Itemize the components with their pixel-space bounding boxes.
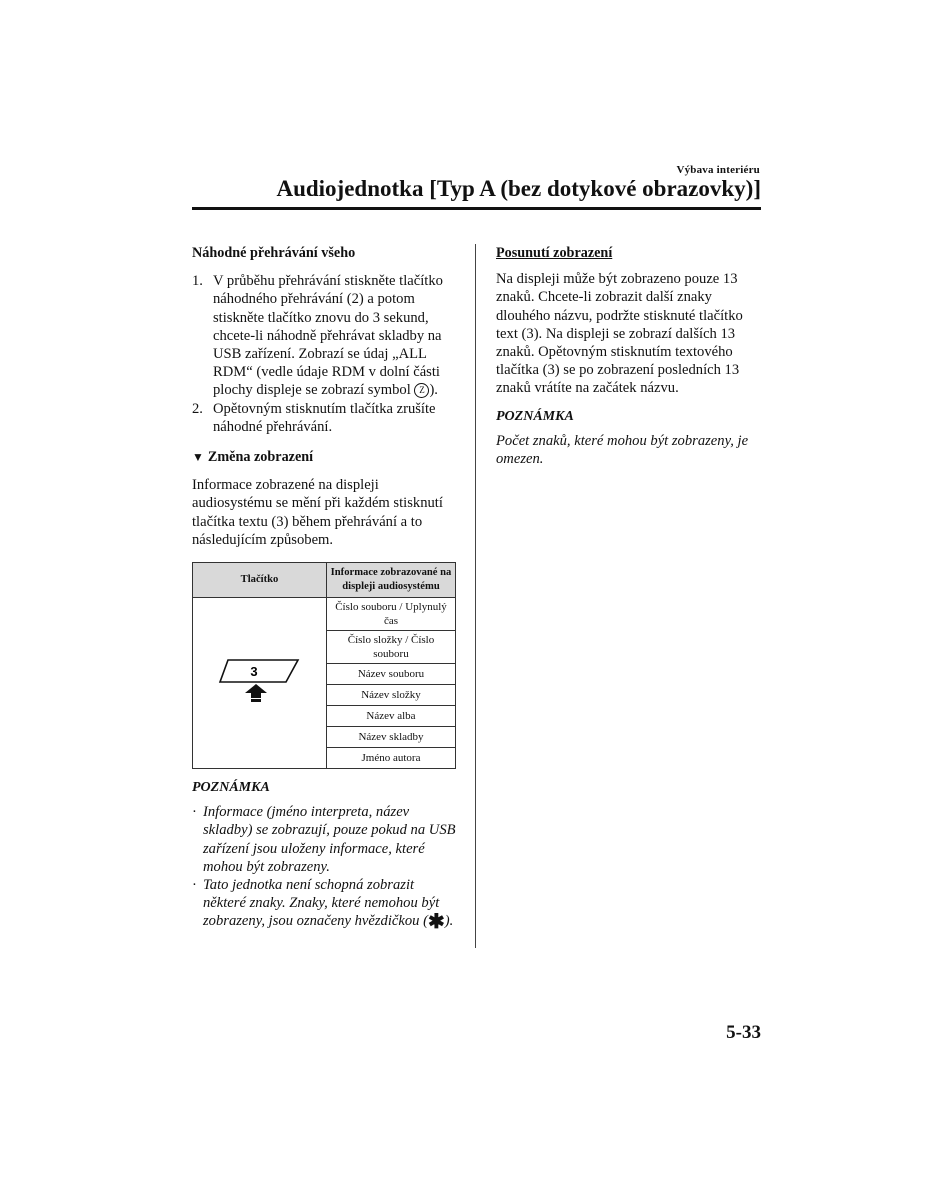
table-cell: Název složky (327, 685, 456, 706)
display-change-heading (192, 448, 458, 466)
note-list (192, 803, 458, 934)
bullet: · (192, 877, 197, 894)
table-header-button: Tlačítko (193, 563, 327, 598)
triangle-down-icon: ▼ (192, 450, 204, 465)
display-info-table (192, 562, 456, 769)
table-cell: Číslo složky / Číslo souboru (327, 631, 456, 664)
bullet: · (192, 804, 197, 821)
page-number: 5-33 (726, 1022, 761, 1043)
asterisk-icon: ✱ (427, 911, 445, 934)
note-heading: POZNÁMKA (496, 408, 574, 424)
section-label: Výbava interiéru (676, 164, 760, 176)
note-item (192, 803, 458, 876)
text-button-illustration (193, 598, 327, 769)
text-button-icon (218, 658, 302, 704)
table-cell: Jméno autora (327, 748, 456, 769)
right-column (496, 244, 762, 468)
display-change-heading-text: Změna zobrazení (207, 449, 314, 466)
step-number: 1. (192, 273, 203, 290)
table-header-info: Informace zobrazované na displeji audiosystému (327, 563, 456, 598)
note-text-end: ). (444, 913, 454, 930)
step-text-end: ). (429, 382, 438, 399)
note-text: Tato jednotka není schopná zobrazit některé znaky. Znaky, které nemohou být zobrazeny, jsou označeny hvězdičkou ( (203, 877, 440, 930)
table-cell: Číslo souboru / Uplynulý čas (327, 598, 456, 631)
button-label: 3 (249, 664, 258, 680)
random-play-heading: Náhodné přehrávání všeho (192, 245, 356, 261)
note-item (192, 876, 458, 934)
page-title: Audiojednotka [Typ A (bez dotykové obrazovky)] (276, 176, 761, 201)
note-text: Informace (jméno interpreta, název skladby) se zobrazují, pouze pokud na USB zařízení jsou uloženy informace, které mohou být zobrazeny. (203, 804, 456, 875)
table-row (193, 598, 456, 631)
scroll-display-heading: Posunutí zobrazení (496, 245, 613, 261)
step-2 (192, 400, 458, 436)
scroll-display-paragraph: Na displeji může být zobrazeno pouze 13 znaků. Chcete-li zobrazit další znaky dlouhého názvu, podržte stisknuté tlačítko text (3). Na displeji se zobrazí dalších 13 znaků. Opětovným stisknutím textového tlačítka (3) se po zobrazení posledních 13 znaků vrátíte na začátek názvu. (496, 271, 743, 397)
random-play-steps (192, 272, 458, 436)
note-text: Počet znaků, které mohou být zobrazeny, je omezen. (496, 432, 749, 468)
column-divider (475, 244, 476, 948)
table-cell: Název skladby (327, 727, 456, 748)
step-number: 2. (192, 400, 203, 417)
display-change-paragraph: Informace zobrazené na displeji audiosystému se mění při každém stisknutí tlačítka textu (3) během přehrávání a to následujícím způsobem. (192, 477, 443, 548)
table-cell: Název alba (327, 706, 456, 727)
random-symbol-icon: Z (414, 383, 429, 398)
table-cell: Název souboru (327, 664, 456, 685)
title-rule (192, 207, 761, 210)
step-text: V průběhu přehrávání stiskněte tlačítko náhodného přehrávání (2) a potom stiskněte tlačítko znovu do 3 sekund, chcete-li náhodně přehrávat skladby na USB zařízení. Zobrazí se údaj „ALL RDM“ (vedle údaje RDM v dolní části plochy displeje se zobrazí symbol (213, 273, 443, 399)
step-1 (192, 272, 458, 399)
left-column (192, 244, 458, 934)
step-text: Opětovným stisknutím tlačítka zrušíte náhodné přehrávání. (213, 400, 436, 435)
note-heading: POZNÁMKA (192, 780, 270, 796)
